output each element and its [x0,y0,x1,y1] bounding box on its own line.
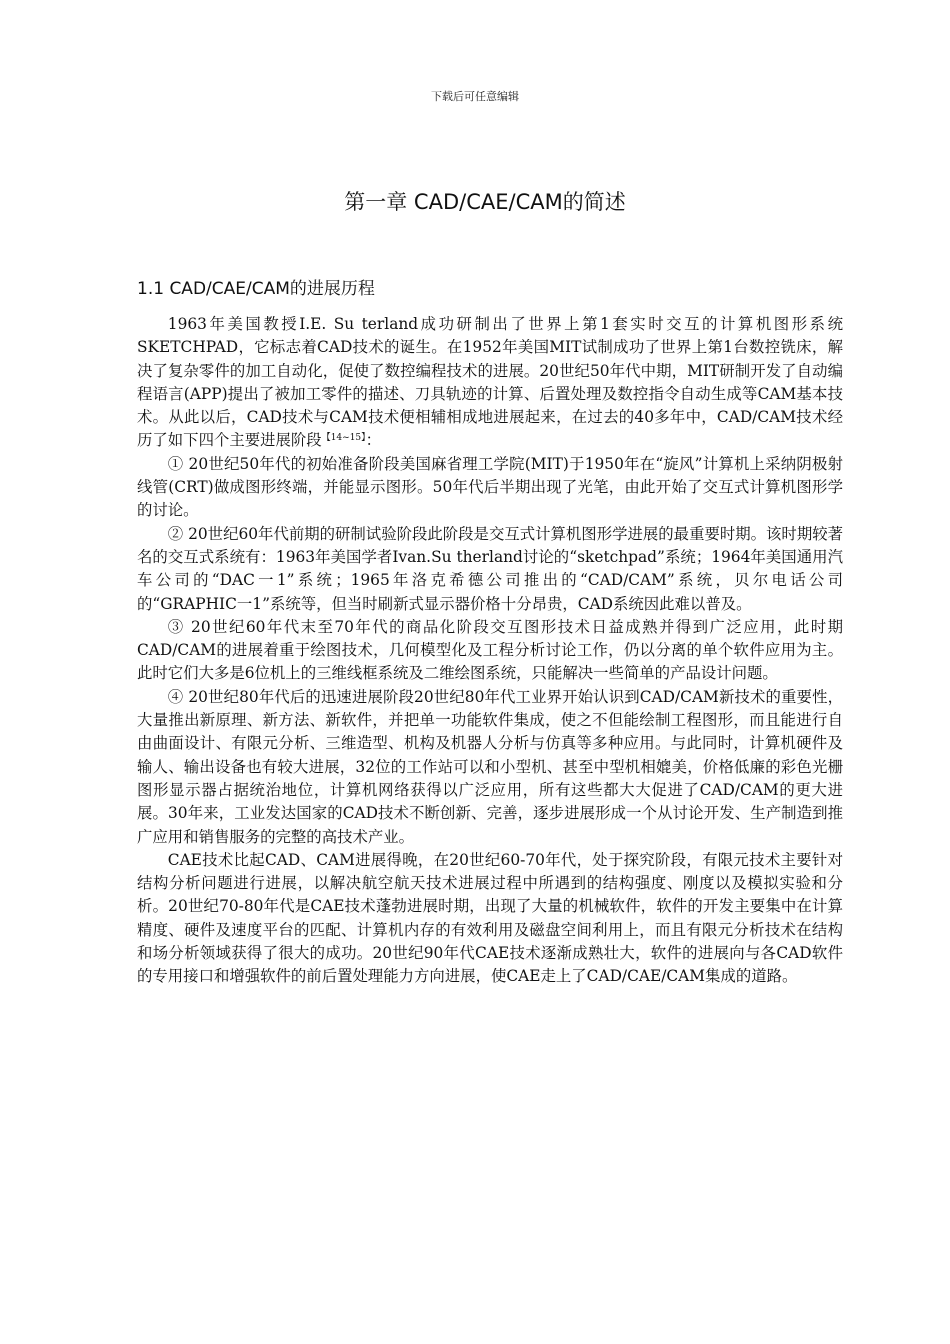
body-text [137,313,843,989]
header-note: 下载后可任意编辑 [431,90,519,103]
paragraph-stage-4: ④ 20世纪80年代后的迅速进展阶段20世纪80年代工业界开始认识到CAD/CAM新技术的重要性，大量推出新原理、新方法、新软件，并把单一功能软件集成，使之不但能绘制工程图形，而且能进行自由曲面设计、有限元分析、三维造型、机构及机器人分析与仿真等多种应用。与此同时，计算机硬件及输人、输出设备也有较大进展，32位的工作站可以和小型机、甚至中型机相媲美，价格低廉的彩色光栅图形显示器占据统治地位，计算机网络获得以广泛应用，所有这些都大大促进了CAD/CAM的更大进展。30年来，工业发达国家的CAD技术不断创新、完善，逐步进展形成一个从讨论开发、生产制造到推广应用和销售服务的完整的高技术产业。 [137,687,843,846]
paragraph-stage-2: ② 20世纪60年代前期的研制试验阶段此阶段是交互式计算机图形学进展的最重要时期。该时期较著名的交互式系统有：1963年美国学者Ivan.Su therland讨论的“sketchpad”系统；1964年美国通用汽车公司的“DAC一1”系统；1965年洛克希德公司推出的“CAD/CAM”系统，贝尔电话公司的“GRAPHIC一1”系统等，但当时刷新式显示器价格十分昂贵，CAD系统因此难以普及。 [137,524,843,613]
paragraph-text: 1963年美国教授I.E. Su terland成功研制出了世界上第1套实时交互的计算机图形系统SKETCHPAD，它标志着CAD技术的诞生。在1952年美国MIT试制成功了世界上第1台数控铣床，解决了复杂零件的加工自动化，促使了数控编程技术的进展。20世纪50年代中期，MIT研制开发了自动编程语言(APP)提出了被加工零件的描述、刀具轨迹的计算、后置处理及数控指令自动生成等CAM基本技术。从此以后，CAD技术与CAM技术便相辅相成地进展起来，在过去的40多年中，CAD/CAM技术经历了如下四个主要进展阶段 [137,315,843,450]
citation-marker: 【14~15】 [321,433,366,444]
section-title: 1.1 CAD/CAE/CAM的进展历程 [137,279,375,299]
chapter-title: 第一章 CAD/CAE/CAM的简述 [344,190,626,214]
paragraph-intro [137,313,843,453]
paragraph-cae: CAE技术比起CAD、CAM进展得晚，在20世纪60-70年代，处于探究阶段，有限元技术主要针对结构分析问题进行进展，以解决航空航天技术进展过程中所遇到的结构强度、刚度以及模拟实验和分析。20世纪70-80年代是CAE技术蓬勃进展时期，出现了大量的机械软件，软件的开发主要集中在计算精度、硬件及速度平台的匹配、计算机内存的有效利用及磁盘空间利用上，而且有限元分析技术在结构和场分析领域获得了很大的成功。20世纪90年代CAE技术逐渐成熟壮大，软件的进展向与各CAD软件的专用接口和增强软件的前后置处理能力方向进展，使CAE走上了CAD/CAE/CAM集成的道路。 [137,850,843,986]
paragraph-stage-3: ③ 20世纪60年代末至70年代的商品化阶段交互图形技术日益成熟并得到广泛应用，此时期CAD/CAM的进展着重于绘图技术，几何模型化及工程分析讨论工作，仍以分离的单个软件应用为主。此时它们大多是6位机上的三维线框系统及二维绘图系统，只能解决一些简单的产品设计问题。 [137,617,843,683]
paragraph-tail: ： [365,431,382,450]
paragraph-stage-1: ① 20世纪50年代的初始准备阶段美国麻省理工学院(MIT)于1950年在“旋风”计算机上采纳阴极射线管(CRT)做成图形终端，并能显示图形。50年代后半期出现了光笔，由此开始了交互式计算机图形学的讨论。 [137,454,843,520]
